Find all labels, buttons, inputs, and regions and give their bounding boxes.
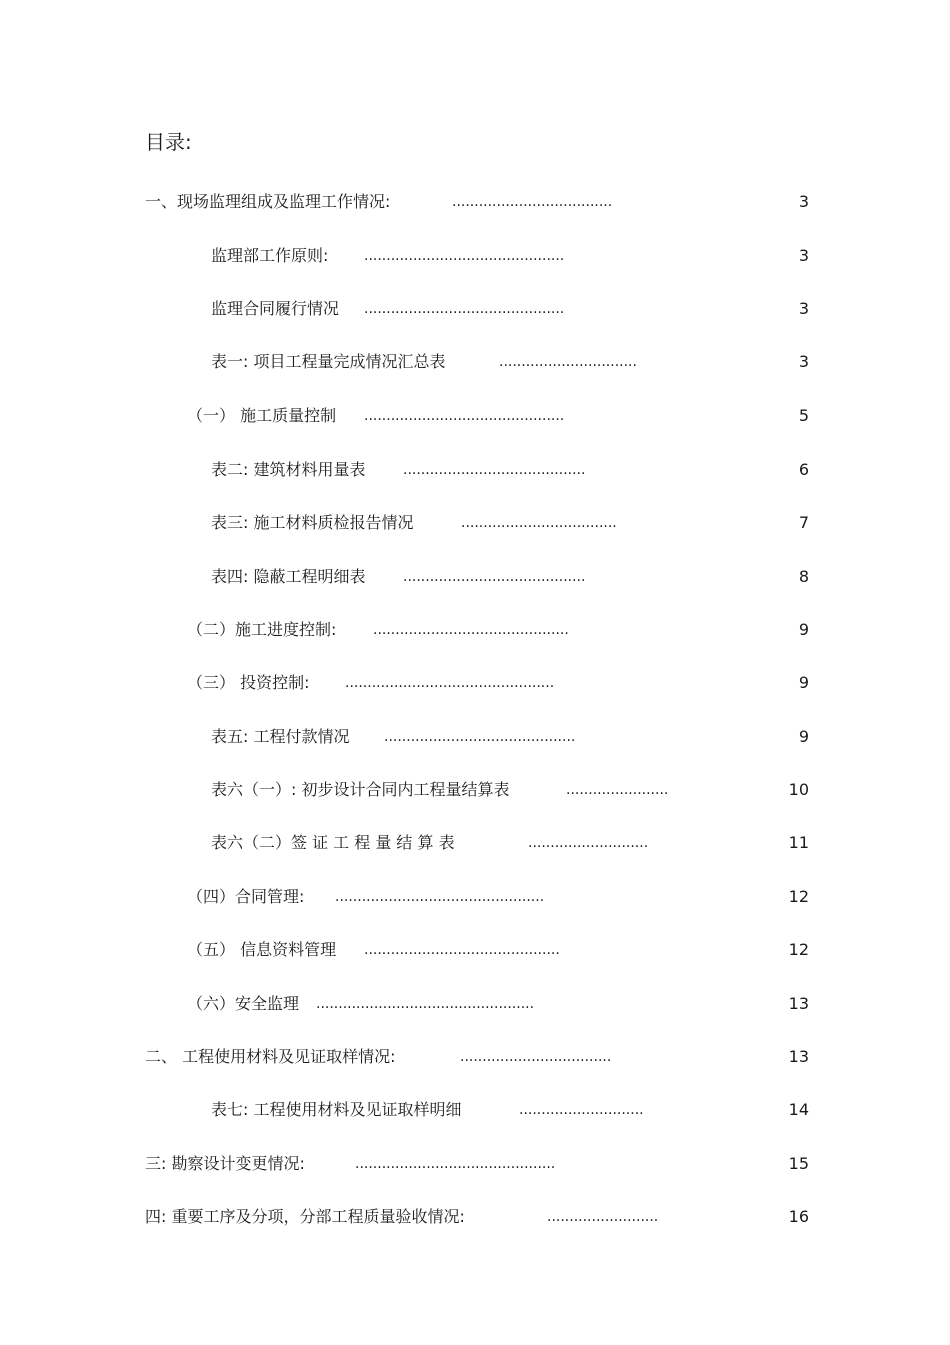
toc-entry-page: 6 <box>798 460 809 479</box>
dot-leader: ............................................. <box>364 408 565 424</box>
dot-leader: ......................... <box>547 1209 659 1225</box>
toc-entry[interactable] <box>0 458 950 482</box>
dot-leader: ............................................. <box>364 248 565 264</box>
toc-entry-page: 3 <box>798 299 809 318</box>
toc-entry-label: 监理合同履行情况 <box>211 299 340 318</box>
toc-entry[interactable] <box>0 938 950 962</box>
toc-entry-label: 表六（一）: 初步设计合同内工程量结算表 <box>211 780 510 799</box>
toc-entry[interactable] <box>0 511 950 535</box>
toc-entry-page: 13 <box>788 1047 809 1066</box>
toc-entry-page: 7 <box>798 513 809 532</box>
toc-entry-page: 12 <box>788 887 809 906</box>
toc-entry-label: 一、现场监理组成及监理工作情况: <box>145 192 391 211</box>
toc-entry-page: 16 <box>788 1207 809 1226</box>
toc-entry-page: 15 <box>788 1154 809 1173</box>
toc-entry-page: 3 <box>798 246 809 265</box>
toc-entry[interactable] <box>0 190 950 214</box>
toc-entry-label: 表七: 工程使用材料及见证取样明细 <box>211 1100 462 1119</box>
dot-leader: ................................................. <box>316 996 535 1012</box>
toc-entry[interactable] <box>0 725 950 749</box>
toc-entry-label: 表三: 施工材料质检报告情况 <box>211 513 414 532</box>
dot-leader: ....................... <box>566 782 669 798</box>
toc-entry[interactable] <box>0 671 950 695</box>
dot-leader: ............................................... <box>345 675 555 691</box>
toc-entry-label: 表一: 项目工程量完成情况汇总表 <box>211 352 446 371</box>
toc-entry[interactable] <box>0 1152 950 1176</box>
toc-entry-page: 8 <box>798 567 809 586</box>
toc-entry-page: 14 <box>788 1100 809 1119</box>
toc-entry-label: （六）安全监理 <box>187 994 300 1013</box>
toc-entry-label: 表四: 隐蔽工程明细表 <box>211 567 366 586</box>
toc-entry[interactable] <box>0 992 950 1016</box>
dot-leader: ............................................ <box>373 622 569 638</box>
toc-entry-label: （四）合同管理: <box>187 887 305 906</box>
dot-leader: ......................................... <box>403 462 586 478</box>
dot-leader: .................................... <box>452 194 613 210</box>
dot-leader: ......................................... <box>403 569 586 585</box>
dot-leader: ........................... <box>528 835 649 851</box>
toc-entry-page: 3 <box>798 352 809 371</box>
toc-entry[interactable] <box>0 618 950 642</box>
toc-entry-label: 二、 工程使用材料及见证取样情况: <box>145 1047 396 1066</box>
dot-leader: ............................ <box>519 1102 644 1118</box>
toc-entry-page: 3 <box>798 192 809 211</box>
toc-entry[interactable] <box>0 831 950 855</box>
dot-leader: ............................................ <box>364 942 560 958</box>
toc-title: 目录: <box>145 130 192 154</box>
toc-entry[interactable] <box>0 1098 950 1122</box>
toc-entry[interactable] <box>0 565 950 589</box>
dot-leader: .................................. <box>460 1049 612 1065</box>
toc-entry-label: （三） 投资控制: <box>187 673 310 692</box>
toc-entry-label: 监理部工作原则: <box>211 246 329 265</box>
toc-entry[interactable] <box>0 244 950 268</box>
toc-entry[interactable] <box>0 1045 950 1069</box>
dot-leader: ............................................... <box>335 889 545 905</box>
toc-entry[interactable] <box>0 885 950 909</box>
toc-entry-label: （二）施工进度控制: <box>187 620 337 639</box>
toc-entry-label: 表六（二）签 证 工 程 量 结 算 表 <box>211 833 455 852</box>
dot-leader: ............................................. <box>364 301 565 317</box>
toc-entry-label: 表五: 工程付款情况 <box>211 727 350 746</box>
toc-entry-page: 9 <box>798 673 809 692</box>
toc-entry-page: 10 <box>788 780 809 799</box>
toc-entry-label: （五） 信息资料管理 <box>187 940 337 959</box>
toc-entry[interactable] <box>0 297 950 321</box>
toc-entry-page: 9 <box>798 727 809 746</box>
toc-entry[interactable] <box>0 1205 950 1229</box>
toc-entry-page: 12 <box>788 940 809 959</box>
toc-entry-label: （一） 施工质量控制 <box>187 406 337 425</box>
toc-entry-label: 四: 重要工序及分项，分部工程质量验收情况: <box>145 1207 465 1226</box>
toc-entry-label: 表二: 建筑材料用量表 <box>211 460 366 479</box>
dot-leader: ................................... <box>461 515 617 531</box>
toc-entry[interactable] <box>0 404 950 428</box>
toc-entry-page: 13 <box>788 994 809 1013</box>
toc-entry-page: 11 <box>788 833 809 852</box>
dot-leader: ............................... <box>499 354 637 370</box>
toc-entry-page: 5 <box>798 406 809 425</box>
toc-entry-label: 三: 勘察设计变更情况: <box>145 1154 305 1173</box>
toc-entry[interactable] <box>0 350 950 374</box>
toc-entry[interactable] <box>0 778 950 802</box>
toc-entry-page: 9 <box>798 620 809 639</box>
dot-leader: ........................................... <box>384 729 576 745</box>
dot-leader: ............................................. <box>355 1156 556 1172</box>
